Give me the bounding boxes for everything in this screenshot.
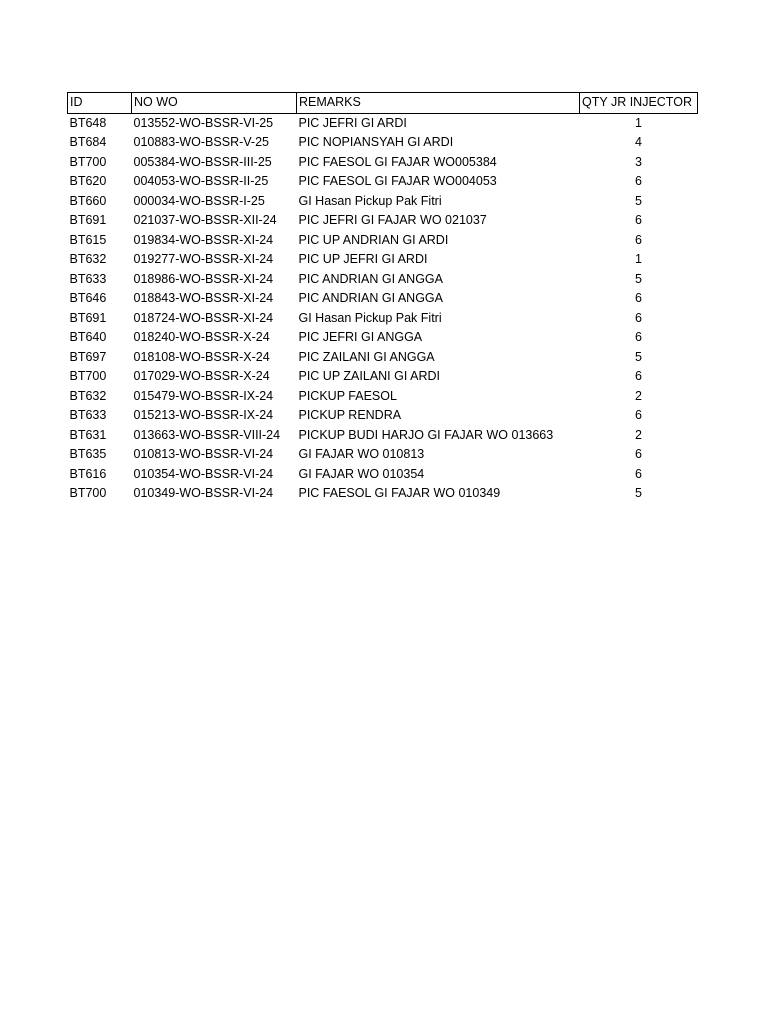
cell-id: BT615 xyxy=(69,232,107,247)
header-id: ID xyxy=(68,93,132,114)
cell-id: BT691 xyxy=(69,310,107,325)
cell-remarks: PIC FAESOL GI FAJAR WO005384 xyxy=(298,154,497,169)
cell-id: BT632 xyxy=(69,252,107,266)
cell-remarks: PIC NOPIANSYAH GI ARDI xyxy=(298,135,454,149)
cell-qty: 6 xyxy=(635,408,642,422)
cell-id: BT631 xyxy=(69,427,107,442)
table-row xyxy=(68,211,698,231)
cell-qty: 3 xyxy=(635,154,642,169)
cell-id: BT633 xyxy=(69,408,107,422)
cell-id: BT635 xyxy=(69,447,107,461)
cell-id: BT700 xyxy=(69,486,107,500)
cell-id: BT632 xyxy=(69,388,107,403)
cell-remarks: PICKUP BUDI HARJO GI FAJAR WO 013663 xyxy=(298,427,554,442)
cell-remarks: PIC JEFRI GI ANGGA xyxy=(298,330,423,344)
header-no-wo: NO WO xyxy=(132,93,297,114)
header-row xyxy=(68,93,698,114)
cell-remarks: PIC ANDRIAN GI ANGGA xyxy=(298,291,443,305)
cell-remarks: PIC JEFRI GI FAJAR WO 021037 xyxy=(298,213,487,227)
cell-no-wo: 021037-WO-BSSR-XII-24 xyxy=(133,213,277,227)
cell-qty: 6 xyxy=(635,447,642,461)
cell-no-wo: 013663-WO-BSSR-VIII-24 xyxy=(133,427,281,442)
cell-qty: 1 xyxy=(635,252,642,266)
cell-remarks: GI FAJAR WO 010354 xyxy=(298,466,425,481)
cell-id: BT633 xyxy=(69,271,107,286)
table-row xyxy=(68,484,698,504)
cell-id: BT616 xyxy=(69,466,107,481)
cell-id: BT646 xyxy=(69,291,107,305)
cell-remarks: PICKUP FAESOL xyxy=(298,388,397,403)
cell-remarks: PIC FAESOL GI FAJAR WO 010349 xyxy=(298,486,501,500)
table-row xyxy=(68,426,698,446)
cell-remarks: PIC ZAILANI GI ANGGA xyxy=(298,349,435,364)
cell-no-wo: 019834-WO-BSSR-XI-24 xyxy=(133,232,274,247)
cell-remarks: PIC UP ZAILANI GI ARDI xyxy=(298,369,440,383)
cell-qty: 1 xyxy=(635,115,642,130)
table-row xyxy=(68,406,698,426)
cell-no-wo: 018724-WO-BSSR-XI-24 xyxy=(133,310,274,325)
header-remarks: REMARKS xyxy=(297,93,580,114)
cell-qty: 6 xyxy=(635,466,642,481)
cell-qty: 5 xyxy=(635,193,642,208)
cell-id: BT700 xyxy=(69,154,107,169)
cell-qty: 6 xyxy=(635,369,642,383)
cell-no-wo: 005384-WO-BSSR-III-25 xyxy=(133,154,272,169)
cell-remarks: GI Hasan Pickup Pak Fitri xyxy=(298,193,442,208)
cell-no-wo: 010354-WO-BSSR-VI-24 xyxy=(133,466,274,481)
cell-remarks: PIC FAESOL GI FAJAR WO004053 xyxy=(298,174,497,188)
cell-no-wo: 018240-WO-BSSR-X-24 xyxy=(133,330,270,344)
cell-id: BT640 xyxy=(69,330,107,344)
cell-no-wo: 000034-WO-BSSR-I-25 xyxy=(133,193,265,208)
header-qty-jr-injector: QTY JR INJECTOR xyxy=(580,93,698,114)
table-row xyxy=(68,231,698,251)
cell-no-wo: 017029-WO-BSSR-X-24 xyxy=(133,369,270,383)
cell-id: BT700 xyxy=(69,369,107,383)
cell-no-wo: 018843-WO-BSSR-XI-24 xyxy=(133,291,274,305)
cell-id: BT691 xyxy=(69,213,107,227)
table-row xyxy=(68,309,698,329)
cell-id: BT660 xyxy=(69,193,107,208)
cell-qty: 5 xyxy=(635,271,642,286)
cell-qty: 2 xyxy=(635,388,642,403)
cell-qty: 5 xyxy=(635,486,642,500)
table-row xyxy=(68,289,698,309)
table-row xyxy=(68,153,698,173)
cell-no-wo: 018986-WO-BSSR-XI-24 xyxy=(133,271,274,286)
cell-no-wo: 013552-WO-BSSR-VI-25 xyxy=(133,115,274,130)
cell-id: BT620 xyxy=(69,174,107,188)
cell-remarks: GI Hasan Pickup Pak Fitri xyxy=(298,310,442,325)
cell-qty: 6 xyxy=(635,330,642,344)
table-row xyxy=(68,387,698,407)
table-row xyxy=(68,328,698,348)
cell-qty: 2 xyxy=(635,427,642,442)
cell-qty: 6 xyxy=(635,232,642,247)
cell-no-wo: 015479-WO-BSSR-IX-24 xyxy=(133,388,274,403)
table-row xyxy=(68,465,698,485)
cell-id: BT684 xyxy=(69,135,107,149)
cell-qty: 4 xyxy=(635,135,642,149)
cell-no-wo: 010813-WO-BSSR-VI-24 xyxy=(133,447,274,461)
cell-no-wo: 019277-WO-BSSR-XI-24 xyxy=(133,252,274,266)
table-header xyxy=(68,93,698,114)
cell-no-wo: 018108-WO-BSSR-X-24 xyxy=(133,349,270,364)
cell-remarks: PIC JEFRI GI ARDI xyxy=(298,115,407,130)
injector-table xyxy=(67,92,698,504)
table-row xyxy=(68,172,698,192)
cell-no-wo: 015213-WO-BSSR-IX-24 xyxy=(133,408,274,422)
table-row xyxy=(68,445,698,465)
table-body xyxy=(68,113,698,504)
table-row xyxy=(68,113,698,133)
cell-no-wo: 010349-WO-BSSR-VI-24 xyxy=(133,486,274,500)
cell-qty: 5 xyxy=(635,349,642,364)
cell-qty: 6 xyxy=(635,174,642,188)
cell-qty: 6 xyxy=(635,291,642,305)
cell-remarks: PIC UP JEFRI GI ARDI xyxy=(298,252,428,266)
table-row xyxy=(68,133,698,153)
cell-id: BT697 xyxy=(69,349,107,364)
cell-remarks: PIC UP ANDRIAN GI ARDI xyxy=(298,232,449,247)
table-row xyxy=(68,348,698,368)
cell-id: BT648 xyxy=(69,115,107,130)
cell-qty: 6 xyxy=(635,213,642,227)
table-row xyxy=(68,270,698,290)
cell-qty: 6 xyxy=(635,310,642,325)
cell-no-wo: 004053-WO-BSSR-II-25 xyxy=(133,174,269,188)
table-row xyxy=(68,250,698,270)
cell-remarks: PIC ANDRIAN GI ANGGA xyxy=(298,271,443,286)
table-row xyxy=(68,192,698,212)
cell-remarks: PICKUP RENDRA xyxy=(298,408,402,422)
spreadsheet-page xyxy=(67,92,698,504)
table-row xyxy=(68,367,698,387)
cell-no-wo: 010883-WO-BSSR-V-25 xyxy=(133,135,269,149)
cell-remarks: GI FAJAR WO 010813 xyxy=(298,447,425,461)
